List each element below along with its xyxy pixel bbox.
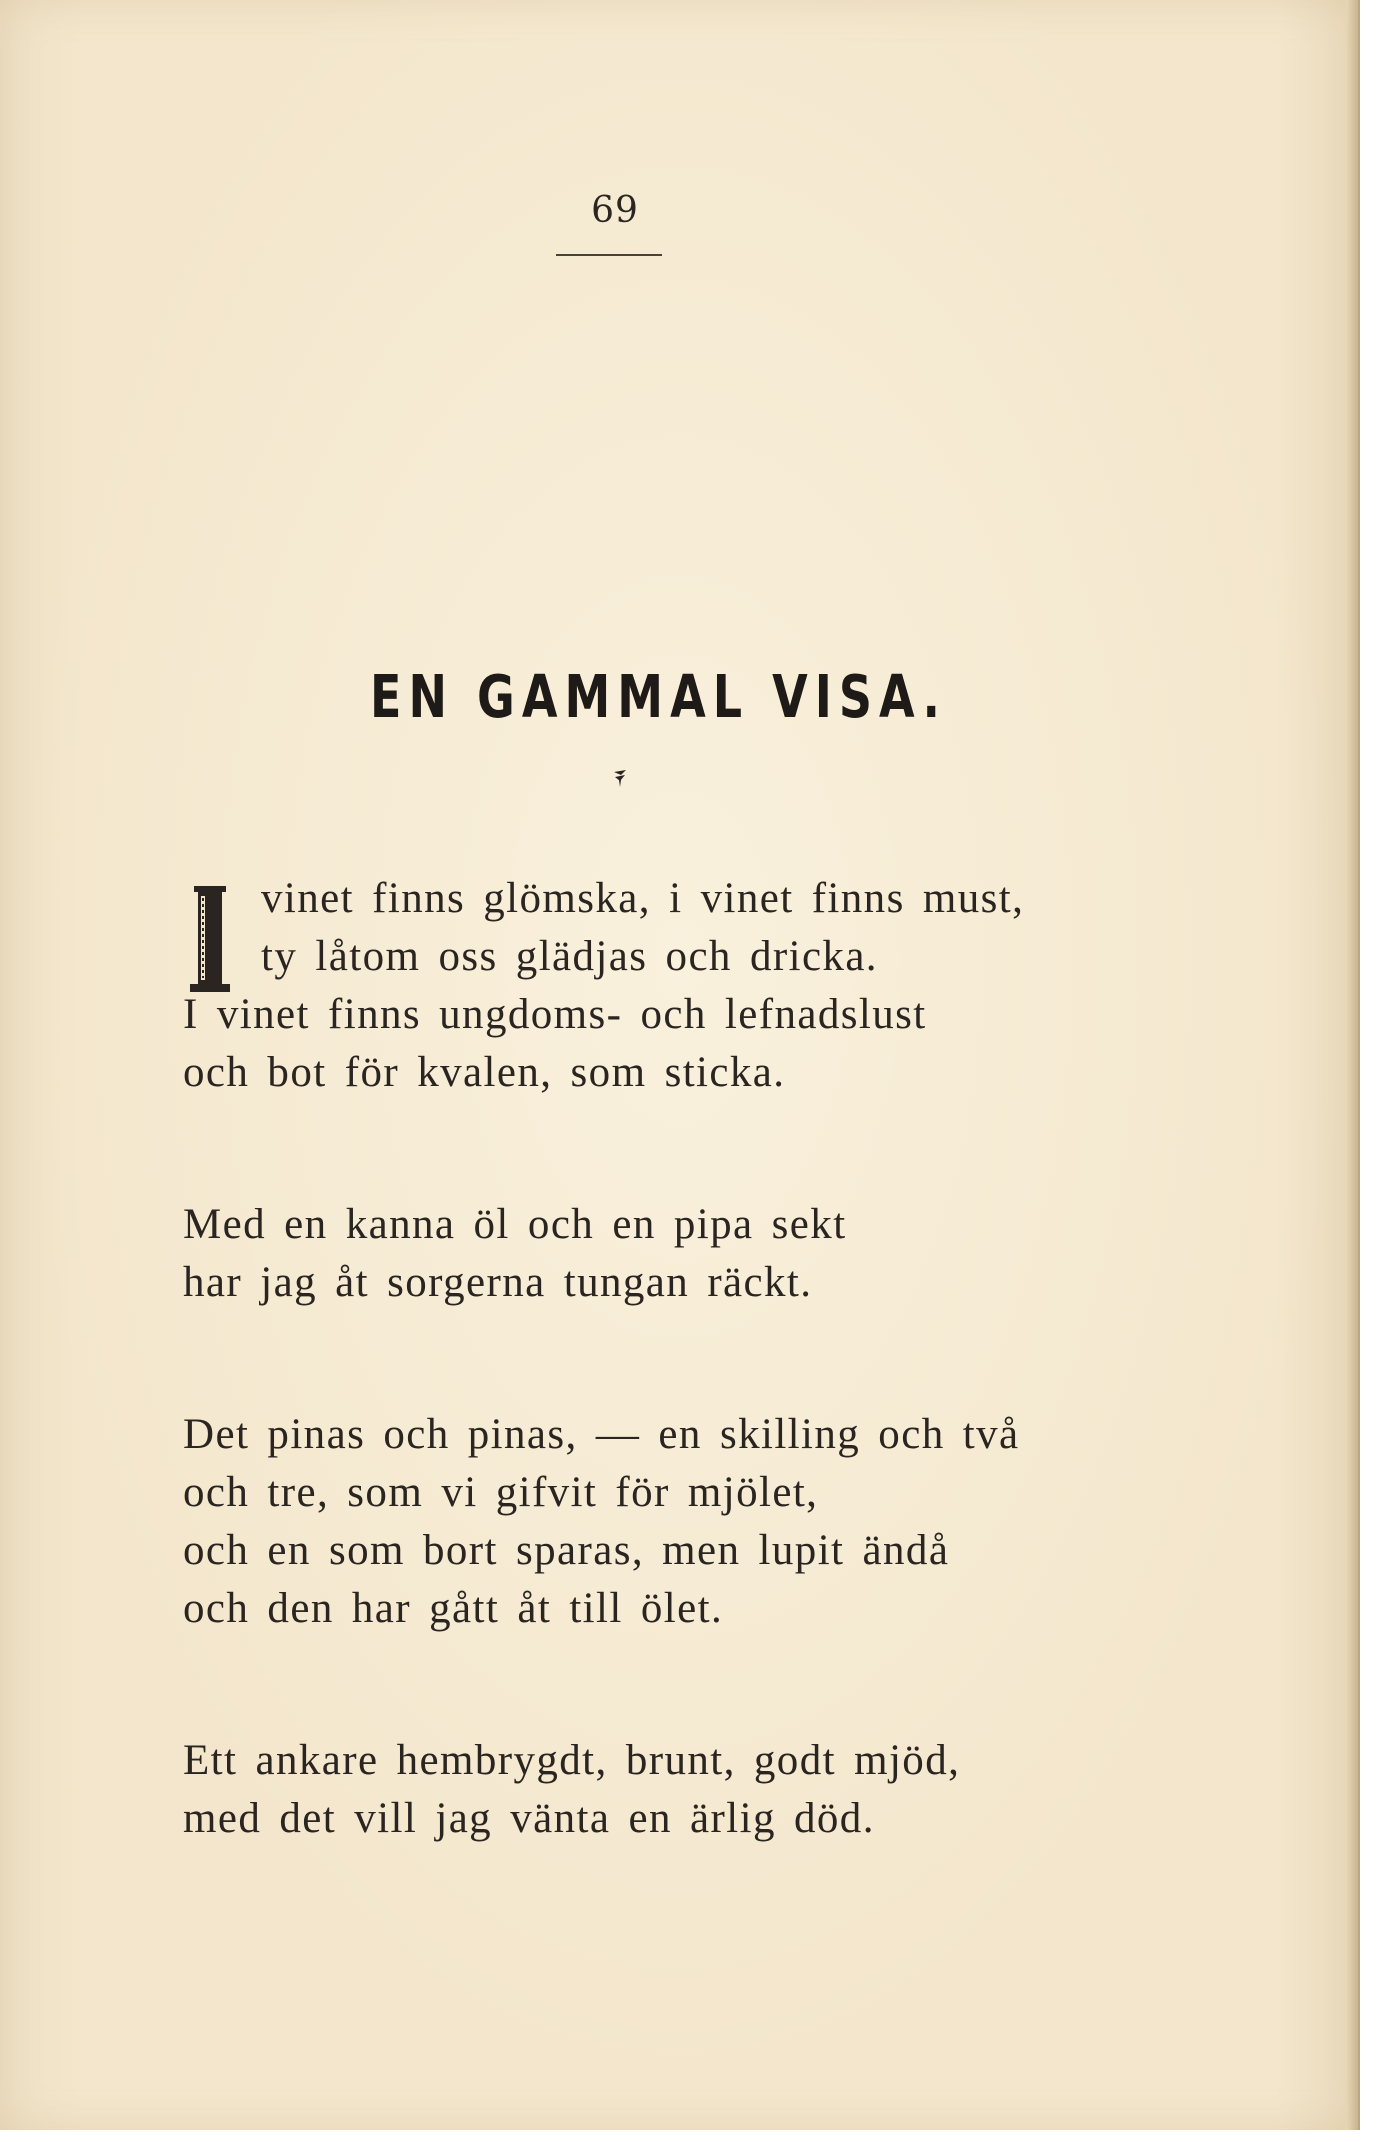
poem-line: med det vill jag vänta en ärlig död. [183,1795,875,1842]
fleuron-icon [612,768,628,788]
poem-line: och en som bort sparas, men lupit ändå [183,1527,950,1574]
stanza-1 [183,870,1024,1102]
poem-line: Ett ankare hembrygdt, brunt, godt mjöd, [183,1737,961,1784]
stanza-4 [183,1732,1024,1848]
poem-line: Med en kanna öl och en pipa sekt [183,1201,847,1248]
stanza-3 [183,1406,1024,1638]
stanza-2 [183,1196,1024,1312]
poem-line: vinet finns glömska, i vinet finns must, [261,875,1025,922]
poem-line: och tre, som vi gifvit för mjölet, [183,1469,819,1516]
poem-line: Det pinas och pinas, — en skilling och två [183,1411,1020,1458]
poem-line: har jag åt sorgerna tungan räckt. [183,1259,813,1306]
poem-body [183,870,1024,1848]
poem-title: EN GAMMAL VISA. [370,662,948,731]
poem-line: I vinet finns ungdoms- och lefnadslust [183,991,927,1038]
poem-line: ty låtom oss glädjas och dricka. [261,933,878,980]
poem-line: och bot för kvalen, som sticka. [183,1049,786,1096]
page-number-rule [556,254,662,256]
page-edge [1346,0,1358,2130]
poem-line: och den har gått åt till ölet. [183,1585,724,1632]
page-number: 69 [591,190,639,231]
